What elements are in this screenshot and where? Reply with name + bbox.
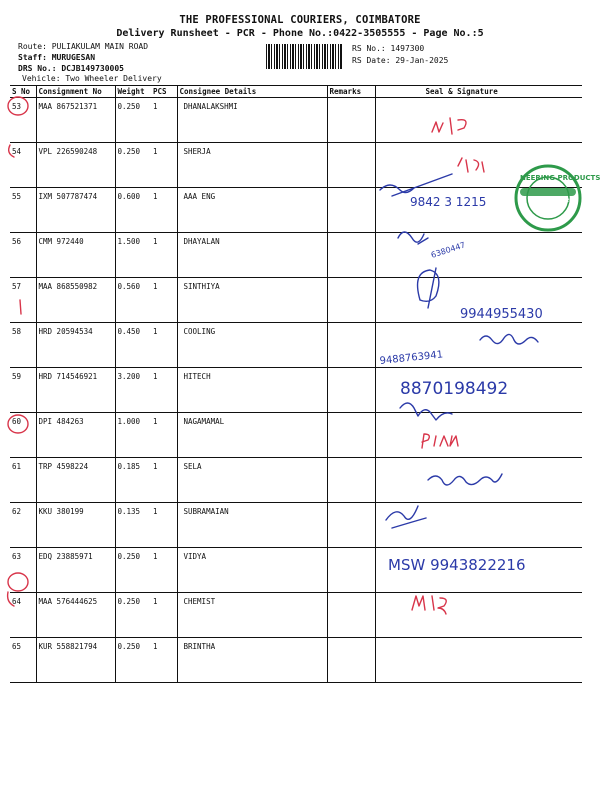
row-consignment-no: KUR 558821794	[36, 638, 115, 683]
row-weight: 3.200	[115, 368, 151, 413]
row-sno: 63	[10, 548, 36, 593]
row-consignee: VIDYA	[177, 548, 327, 593]
row-remarks	[327, 98, 375, 143]
row-sno: 53	[10, 98, 36, 143]
row-consignment-no: CMM 972440	[36, 233, 115, 278]
row-weight: 0.250	[115, 593, 151, 638]
row-pcs: 1	[151, 458, 177, 503]
row-consignee: NAGAMAMAL	[177, 413, 327, 458]
row-signature	[375, 233, 582, 278]
handwritten-phone-56: 6380447	[429, 240, 467, 260]
row-sno: 55	[10, 188, 36, 233]
handwritten-phone-55: 9842 3 1215	[410, 195, 487, 209]
row-consignee: DHANALAKSHMI	[177, 98, 327, 143]
table-row	[10, 638, 582, 683]
row-consignment-no: TRP 4598224	[36, 458, 115, 503]
table-row	[10, 368, 582, 413]
row-consignee: BRINTHA	[177, 638, 327, 683]
row-weight: 0.250	[115, 638, 151, 683]
row-remarks	[327, 503, 375, 548]
barcode	[266, 44, 342, 69]
row-consignee: COOLING	[177, 323, 327, 368]
row-remarks	[327, 548, 375, 593]
row-consignment-no: MAA 576444625	[36, 593, 115, 638]
row-consignee: DHAYALAN	[177, 233, 327, 278]
row-pcs: 1	[151, 98, 177, 143]
row-weight: 0.135	[115, 503, 151, 548]
col-signature: Seal & Signature	[375, 86, 582, 98]
runsheet-table	[10, 85, 582, 683]
row-pcs: 1	[151, 233, 177, 278]
col-weight: Weight	[115, 86, 151, 98]
row-signature	[375, 548, 582, 593]
row-consignment-no: MAA 868550982	[36, 278, 115, 323]
row-pcs: 1	[151, 368, 177, 413]
company-name: THE PROFESSIONAL COURIERS, COIMBATORE	[179, 14, 421, 26]
row-pcs: 1	[151, 593, 177, 638]
row-remarks	[327, 143, 375, 188]
row-consignment-no: KKU 380199	[36, 503, 115, 548]
row-sno: 59	[10, 368, 36, 413]
row-remarks	[327, 233, 375, 278]
row-signature	[375, 368, 582, 413]
table-row	[10, 188, 582, 233]
row-signature	[375, 638, 582, 683]
table-row	[10, 413, 582, 458]
row-pcs: 1	[151, 503, 177, 548]
row-weight: 0.450	[115, 323, 151, 368]
row-pcs: 1	[151, 638, 177, 683]
drs-number: DRS No.: DCJB149730005	[18, 64, 124, 73]
row-weight: 0.250	[115, 98, 151, 143]
row-consignment-no: HRD 714546921	[36, 368, 115, 413]
row-signature	[375, 278, 582, 323]
row-consignment-no: EDQ 23885971	[36, 548, 115, 593]
rs-number: RS No.: 1497300	[352, 44, 425, 53]
row-remarks	[327, 368, 375, 413]
route-label: Route: PULIAKULAM MAIN ROAD	[18, 42, 149, 51]
row-pcs: 1	[151, 413, 177, 458]
table-header	[10, 86, 582, 98]
row-pcs: 1	[151, 548, 177, 593]
row-sno: 57	[10, 278, 36, 323]
runsheet-title: Delivery Runsheet - PCR - Phone No.:0422-3505555 - Page No.:5	[116, 28, 484, 39]
row-signature	[375, 593, 582, 638]
row-sno: 65	[10, 638, 36, 683]
handwritten-phone-60: 8870198492	[400, 379, 509, 399]
row-weight: 1.000	[115, 413, 151, 458]
row-sno: 61	[10, 458, 36, 503]
table-row	[10, 593, 582, 638]
row-consignment-no: VPL 226590248	[36, 143, 115, 188]
row-pcs: 1	[151, 278, 177, 323]
row-sno: 60	[10, 413, 36, 458]
row-weight: 0.250	[115, 143, 151, 188]
col-pcs: PCS	[151, 86, 177, 98]
row-consignment-no: DPI 484263	[36, 413, 115, 458]
row-remarks	[327, 278, 375, 323]
row-consignment-no: HRD 20594534	[36, 323, 115, 368]
row-pcs: 1	[151, 188, 177, 233]
row-consignee: HITECH	[177, 368, 327, 413]
handwritten-phone-64: MSW 9943822216	[388, 556, 526, 574]
table-row	[10, 98, 582, 143]
row-remarks	[327, 323, 375, 368]
row-signature	[375, 188, 582, 233]
row-consignee: SUBRAMAIAN	[177, 503, 327, 548]
row-remarks	[327, 593, 375, 638]
row-signature	[375, 458, 582, 503]
row-sno: 58	[10, 323, 36, 368]
row-consignment-no: MAA 867521371	[36, 98, 115, 143]
table-row	[10, 503, 582, 548]
col-remarks: Remarks	[327, 86, 375, 98]
staff-label: Staff: MURUGESAN	[18, 53, 96, 62]
row-signature	[375, 98, 582, 143]
stamp-text: NEERING PRODUCTS	[520, 174, 600, 182]
row-pcs: 1	[151, 323, 177, 368]
table-row	[10, 323, 582, 368]
row-sno: 54	[10, 143, 36, 188]
row-consignee: SHERJA	[177, 143, 327, 188]
row-sno: 64	[10, 593, 36, 638]
row-remarks	[327, 188, 375, 233]
table-row	[10, 458, 582, 503]
handwritten-phone-59: 9488763941	[379, 349, 444, 367]
col-sno: S No	[10, 86, 36, 98]
table-row	[10, 143, 582, 188]
table-row	[10, 548, 582, 593]
table-row	[10, 233, 582, 278]
row-sno: 62	[10, 503, 36, 548]
row-signature	[375, 503, 582, 548]
vehicle-label: Vehicle: Two Wheeler Delivery	[22, 74, 162, 83]
row-consignee: AAA ENG	[177, 188, 327, 233]
row-signature	[375, 143, 582, 188]
row-consignee: SELA	[177, 458, 327, 503]
col-consignment: Consignment No	[36, 86, 115, 98]
row-pcs: 1	[151, 143, 177, 188]
rs-date: RS Date: 29-Jan-2025	[352, 56, 449, 65]
stamp-received: Received	[534, 195, 575, 204]
row-weight: 0.600	[115, 188, 151, 233]
handwritten-phone-58: 9944955430	[460, 307, 543, 322]
row-weight: 0.185	[115, 458, 151, 503]
row-consignee: CHEMIST	[177, 593, 327, 638]
row-weight: 0.560	[115, 278, 151, 323]
row-weight: 1.500	[115, 233, 151, 278]
row-consignment-no: IXM 507787474	[36, 188, 115, 233]
row-remarks	[327, 638, 375, 683]
col-consignee: Consignee Details	[177, 86, 327, 98]
row-weight: 0.250	[115, 548, 151, 593]
row-sno: 56	[10, 233, 36, 278]
row-remarks	[327, 413, 375, 458]
row-remarks	[327, 458, 375, 503]
table-row	[10, 278, 582, 323]
row-signature	[375, 413, 582, 458]
row-consignee: SINTHIYA	[177, 278, 327, 323]
row-signature	[375, 323, 582, 368]
